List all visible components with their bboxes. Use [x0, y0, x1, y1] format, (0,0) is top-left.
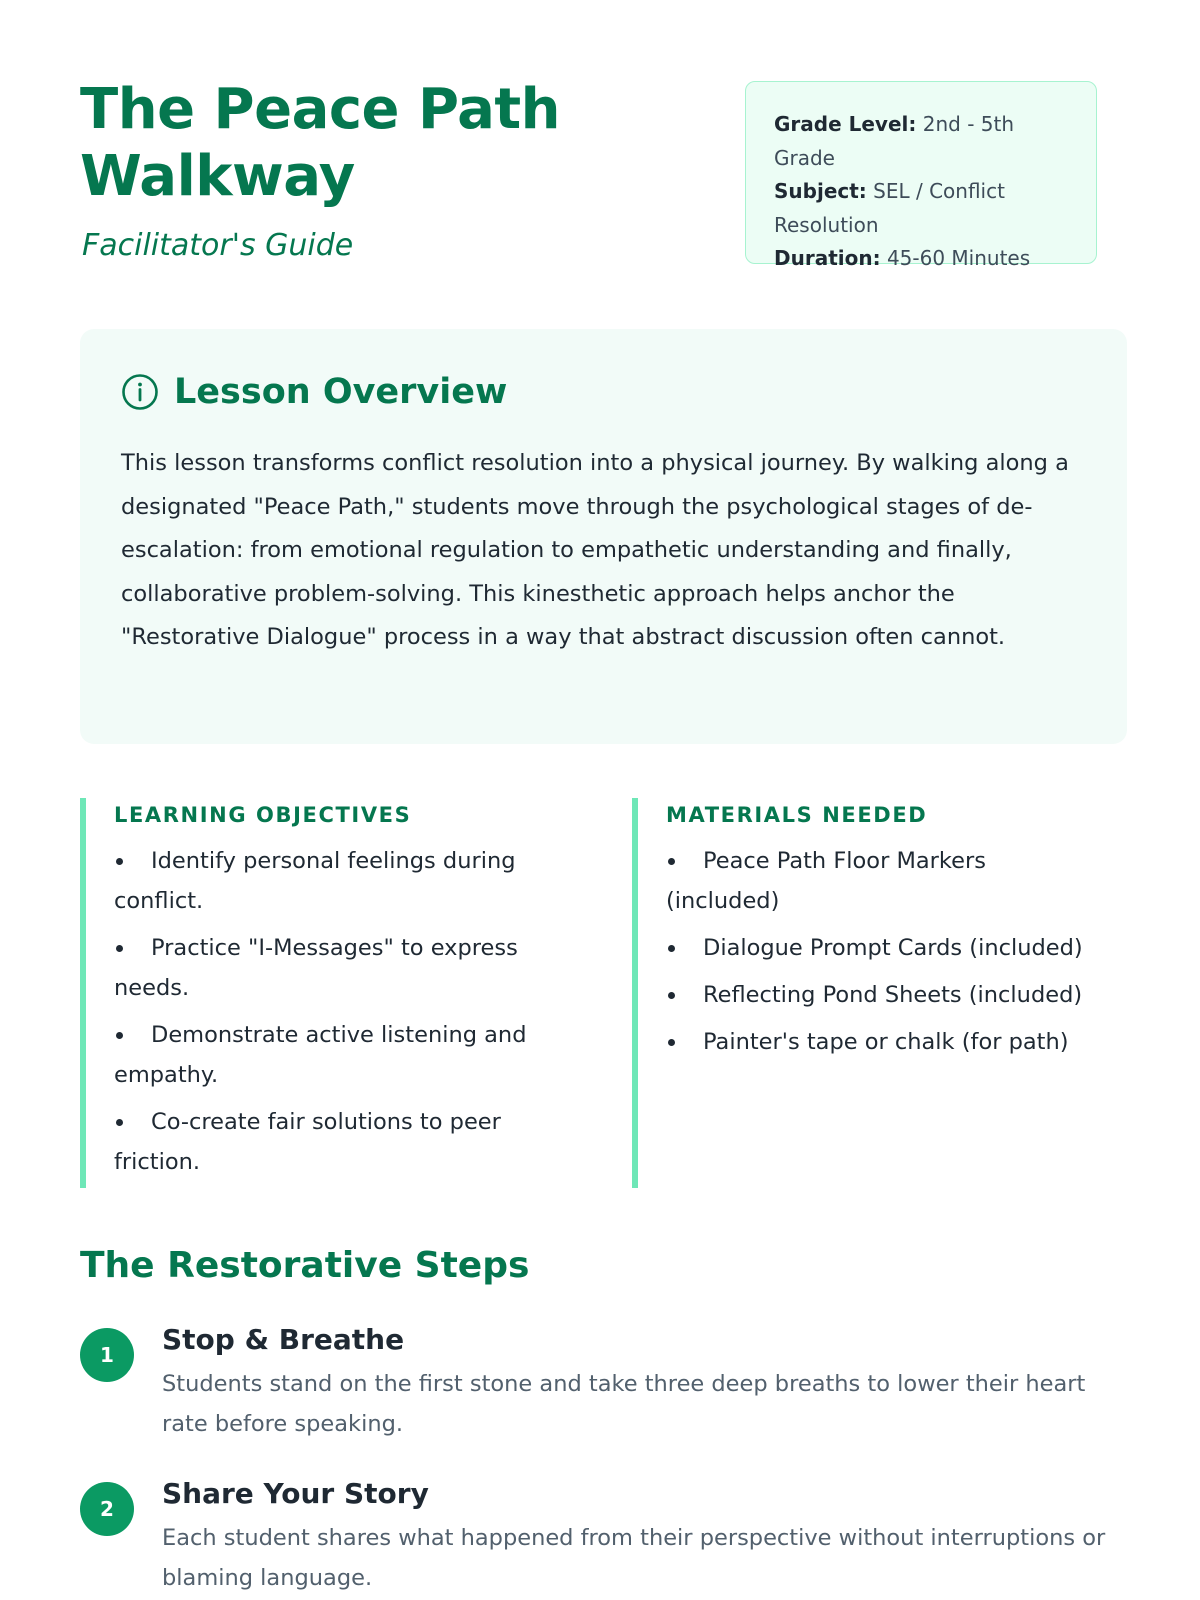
objectives-heading: LEARNING OBJECTIVES — [114, 803, 412, 827]
materials-heading: MATERIALS NEEDED — [666, 803, 928, 827]
meta-duration-value: 45-60 Minutes — [886, 246, 1031, 270]
materials-needed — [632, 798, 1152, 1188]
objective-item: Practice "I-Messages" to express needs. — [114, 928, 580, 1008]
step-description: Each student shares what happened from their perspective without interruptions or blaming language. — [162, 1525, 1106, 1591]
step-title: Share Your Story — [162, 1477, 429, 1510]
steps-title: The Restorative Steps — [80, 1245, 530, 1286]
learning-objectives — [80, 798, 580, 1188]
page-title: The Peace Path Walkway — [80, 77, 560, 209]
material-item: Reflecting Pond Sheets (included) — [666, 975, 1152, 1015]
info-circle-icon — [121, 373, 159, 411]
lesson-overview-panel — [80, 329, 1127, 744]
overview-header — [121, 372, 507, 412]
lesson-meta-card — [745, 81, 1097, 270]
materials-list — [666, 841, 1152, 1062]
step-number-badge: 2 — [80, 1482, 134, 1536]
meta-grade-label: Grade Level: — [774, 112, 917, 136]
meta-grade — [774, 108, 1076, 175]
material-item: Peace Path Floor Markers (included) — [666, 841, 1016, 921]
meta-subject-label: Subject: — [774, 179, 867, 203]
objective-item: Demonstrate active listening and empathy. — [114, 1015, 580, 1095]
objective-item: Co-create fair solutions to peer friction. — [114, 1102, 580, 1182]
objective-item: Identify personal feelings during conflict. — [114, 841, 580, 921]
meta-duration — [774, 242, 1076, 276]
step-title: Stop & Breathe — [162, 1323, 405, 1356]
overview-title: Lesson Overview — [174, 372, 508, 412]
meta-subject-value: SEL / Conflict Resolution — [774, 179, 1005, 237]
material-item: Dialogue Prompt Cards (included) — [666, 928, 1152, 968]
page-subtitle: Facilitator's Guide — [82, 228, 354, 263]
overview-text: This lesson transforms conflict resolution into a physical journey. By walking along a designated "Peace Path," students move through the psychological stages of de-escalation: from emotional regulation to empathetic understanding and finally, collaborative problem-solving. This kinesthetic approach helps anchor the "Restorative Dialogue" process in a way that abstract discussion often cannot. — [121, 450, 1069, 651]
step-number-badge: 1 — [80, 1328, 134, 1382]
step-description: Students stand on the first stone and take three deep breaths to lower their heart rate before speaking. — [162, 1371, 1086, 1437]
objectives-list — [114, 841, 580, 1182]
meta-duration-label: Duration: — [774, 246, 881, 270]
meta-grade-value: 2nd - 5th Grade — [774, 112, 1015, 170]
meta-subject — [774, 175, 1076, 242]
material-item: Painter's tape or chalk (for path) — [666, 1022, 1152, 1062]
